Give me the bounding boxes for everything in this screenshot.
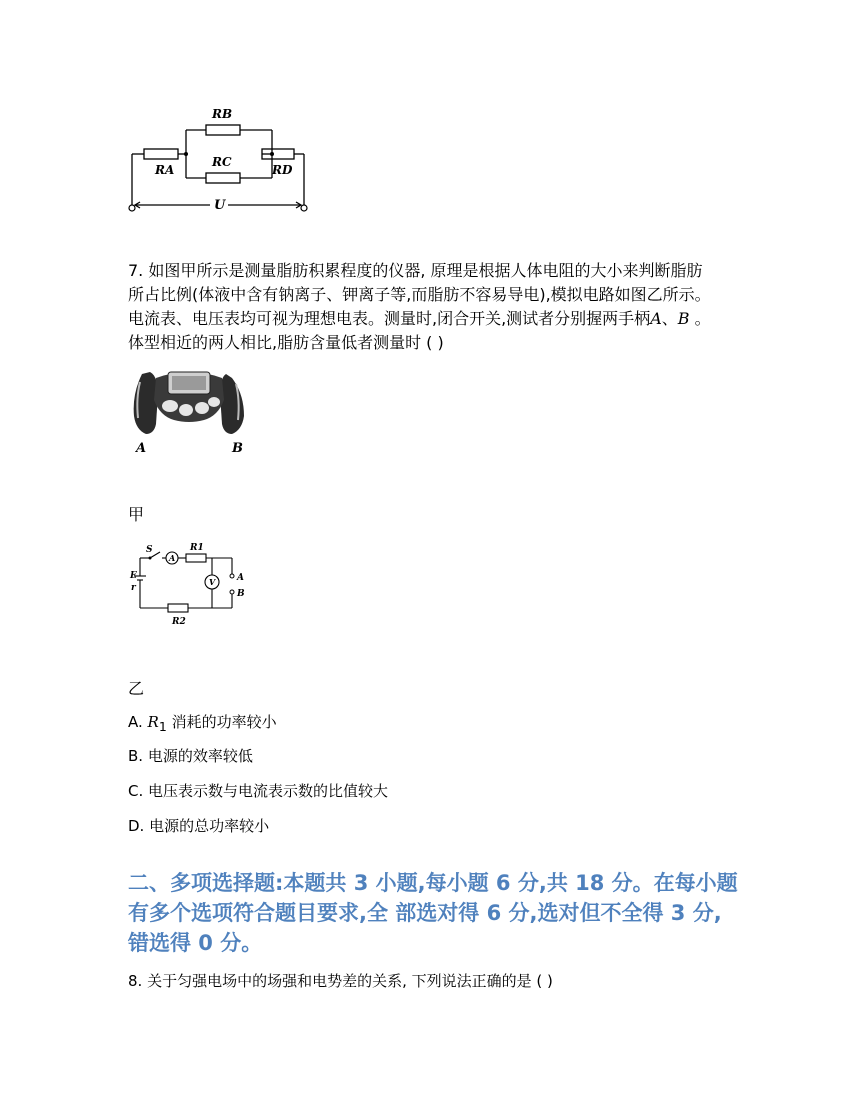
option-c: C. 电压表示数与电流表示数的比值较大 bbox=[128, 782, 389, 800]
circuit-diagram-fat-meter bbox=[128, 538, 253, 630]
label-switch-s: S bbox=[146, 545, 153, 555]
label-rb: RB bbox=[212, 107, 233, 121]
fat-measurement-device-image bbox=[128, 364, 250, 456]
caption-yi: 乙 bbox=[128, 679, 145, 698]
q7-line4: 体型相近的两人相比,脂肪含量低者测量时 ( ) bbox=[128, 333, 444, 352]
label-ra: RA bbox=[155, 163, 175, 177]
resistor-rc bbox=[206, 173, 240, 183]
label-ammeter: A bbox=[169, 553, 176, 563]
device-label-b: B bbox=[232, 441, 243, 456]
label-terminal-a: A bbox=[237, 573, 244, 583]
circuit-diagram-resistors bbox=[124, 100, 314, 218]
question-7-text bbox=[128, 259, 748, 355]
label-u: U bbox=[214, 198, 226, 213]
label-rc: RC bbox=[212, 155, 232, 169]
q7-line2: 所占比例(体液中含有钠离子、钾离子等,而脂肪不容易导电),模拟电路如图乙所示。 bbox=[128, 285, 711, 304]
label-emf: E bbox=[130, 571, 137, 581]
label-internal-r: r bbox=[131, 583, 136, 593]
option-b: B. 电源的效率较低 bbox=[128, 747, 253, 765]
option-d: D. 电源的总功率较小 bbox=[128, 817, 270, 835]
resistor-r1 bbox=[186, 554, 206, 562]
handle-a-ref: A bbox=[650, 309, 662, 328]
label-r2: R2 bbox=[172, 617, 186, 627]
label-voltmeter: V bbox=[209, 577, 216, 587]
handle-b-ref: B bbox=[677, 309, 690, 328]
label-rd: RD bbox=[272, 163, 293, 177]
option-a: A. $R_1$ 消耗的功率较小 bbox=[128, 713, 277, 734]
resistor-rb bbox=[206, 125, 240, 135]
q7-line1: 7. 如图甲所示是测量脂肪积累程度的仪器, 原理是根据人体电阻的大小来判断脂肪 bbox=[128, 261, 703, 280]
label-terminal-b: B bbox=[237, 589, 245, 599]
q7-line3: 电流表、电压表均可视为理想电表。测量时,闭合开关,测试者分别握两手柄A、B 。 bbox=[128, 309, 711, 328]
resistor-ra bbox=[144, 149, 178, 159]
resistor-r2 bbox=[168, 604, 188, 612]
caption-jia: 甲 bbox=[128, 505, 145, 524]
section-2-heading: 二、多项选择题:本题共 3 小题,每小题 6 分,共 18 分。在每小题有多个选项符合题目要求,全 部选对得 6 分,选对但不全得 3 分,错选得 0 分。 bbox=[128, 871, 738, 955]
device-label-a: A bbox=[136, 441, 147, 456]
question-8-text: 8. 关于匀强电场中的场强和电势差的关系, 下列说法正确的是 ( ) bbox=[128, 972, 553, 990]
label-r1: R1 bbox=[190, 543, 204, 553]
